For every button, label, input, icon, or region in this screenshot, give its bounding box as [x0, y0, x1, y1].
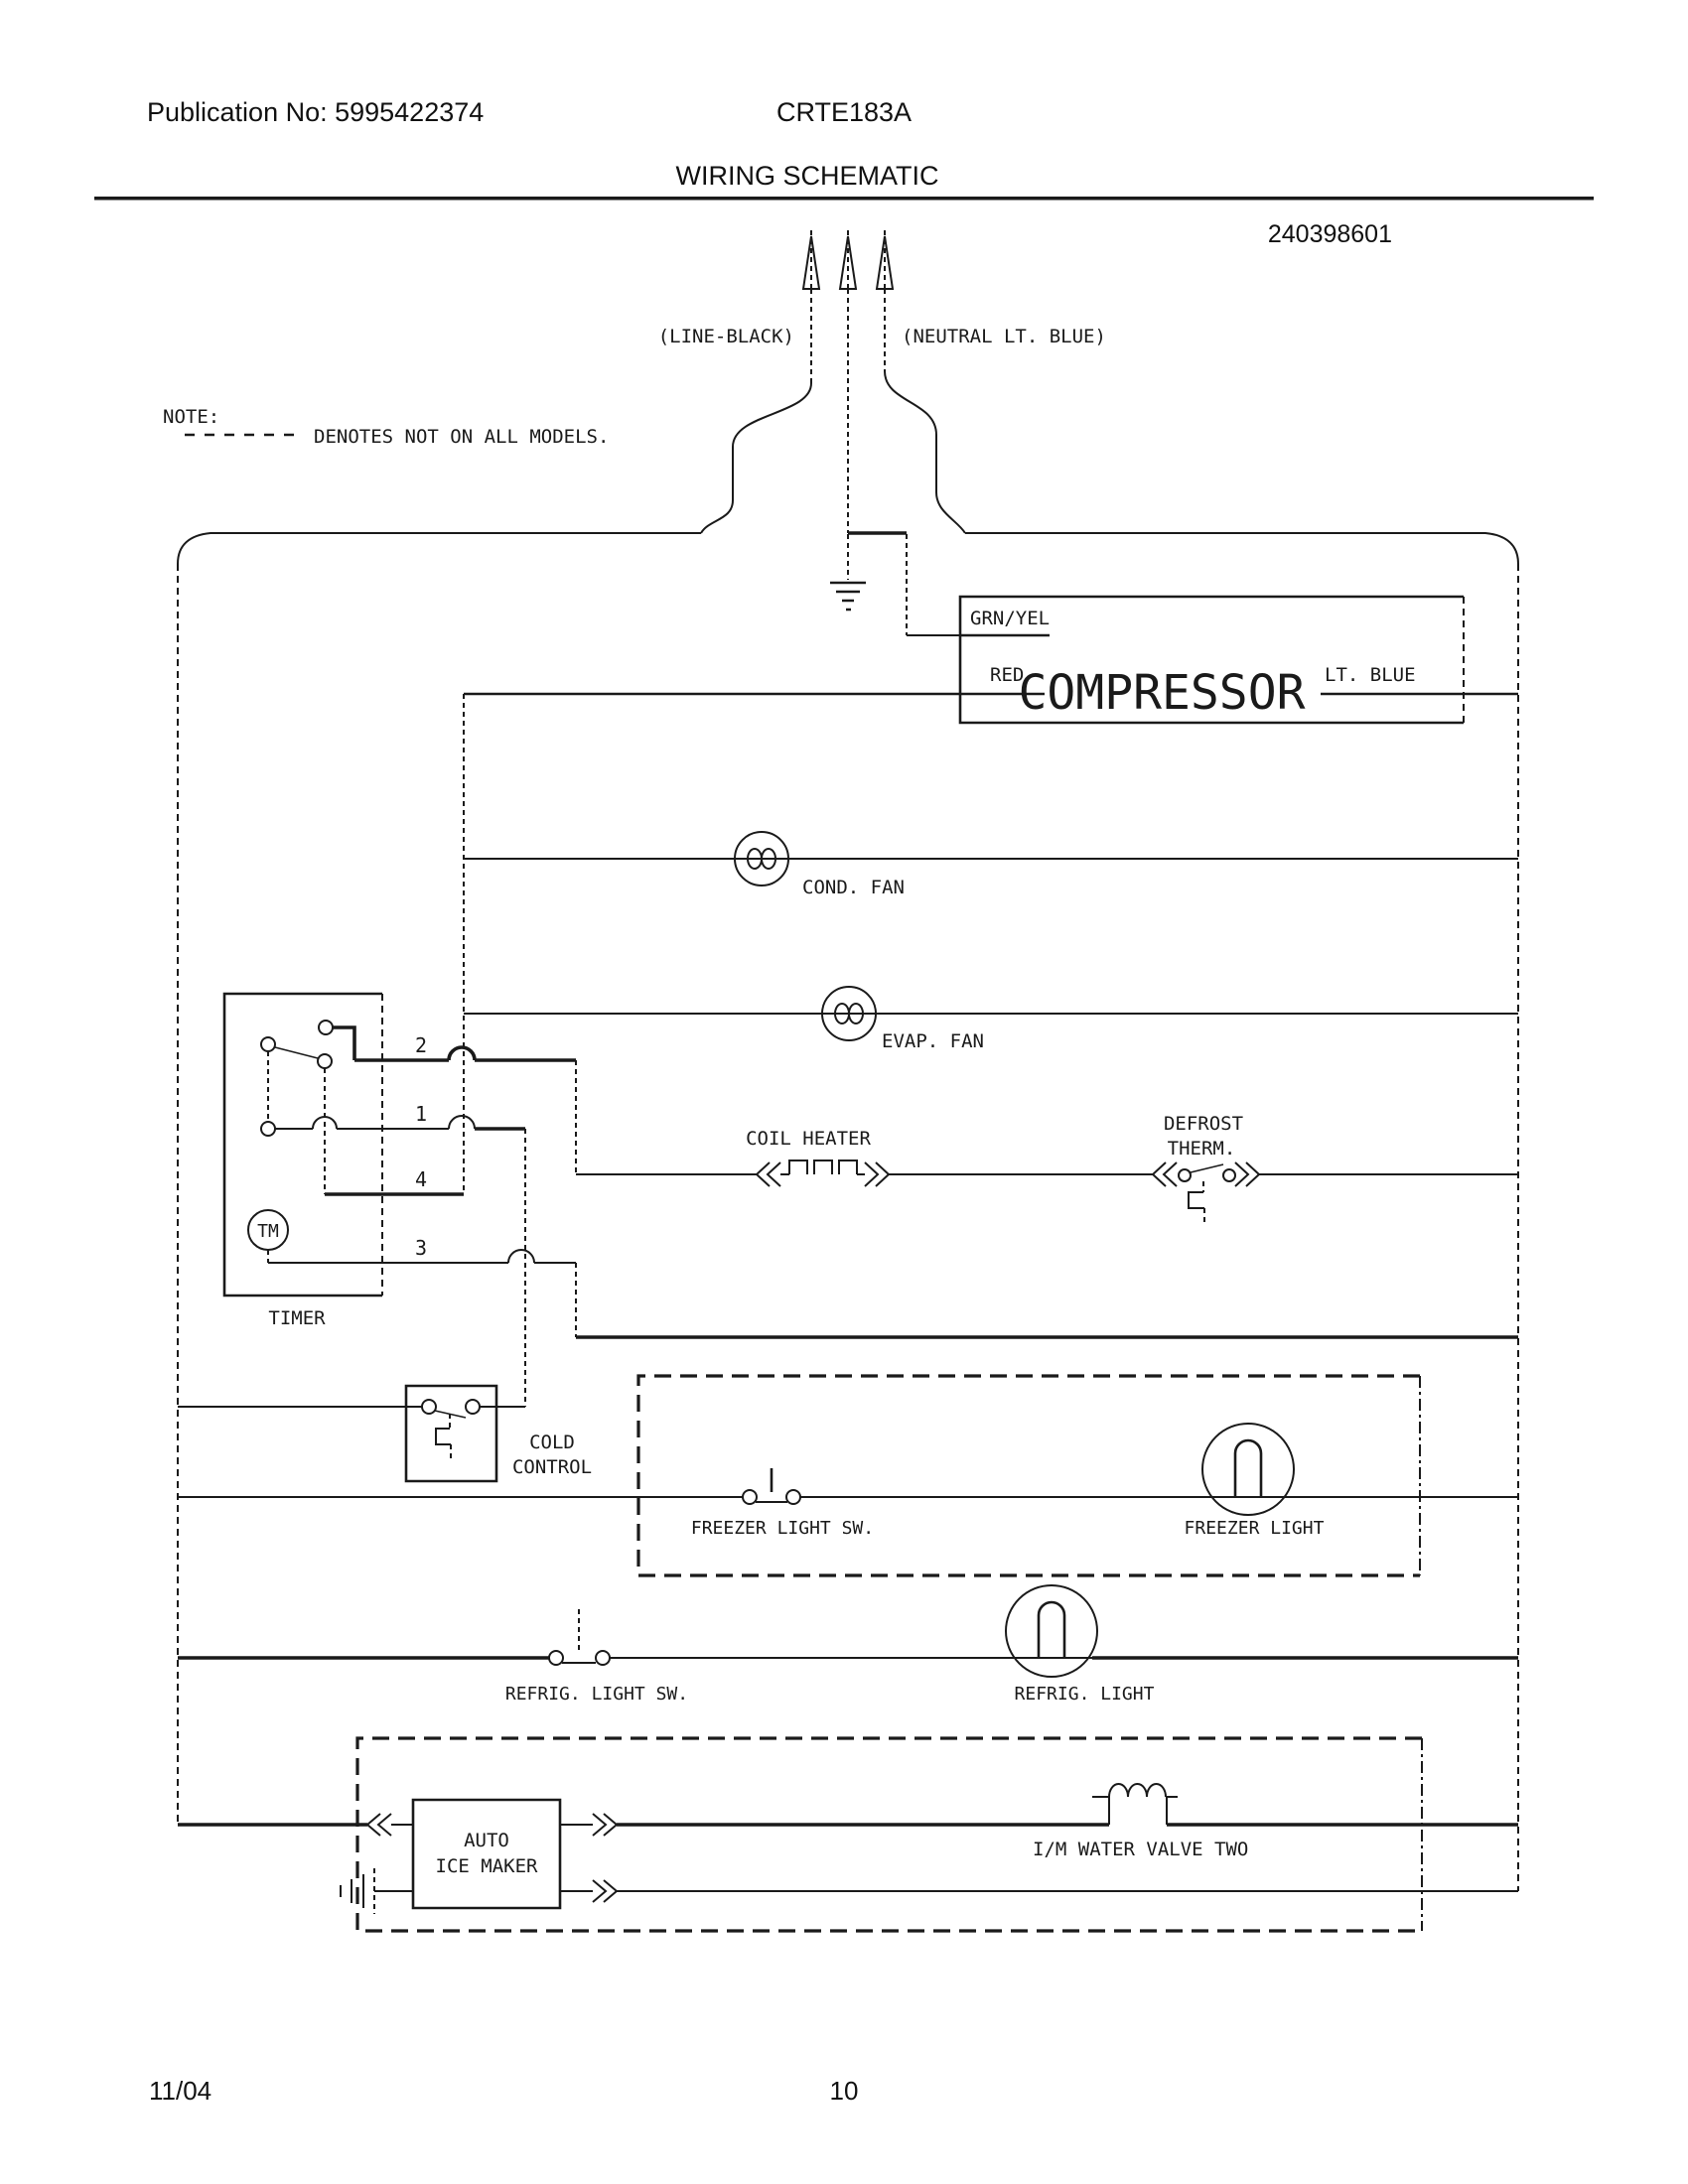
timer [224, 694, 1518, 1407]
line-black-label: (LINE-BLACK) [657, 326, 794, 347]
cold-control-label-1: COLD [529, 1432, 575, 1453]
connector-right-icon [1235, 1162, 1259, 1186]
water-valve [1092, 1784, 1178, 1825]
filament-icon [1235, 1440, 1261, 1497]
connector-left-icon [367, 1814, 391, 1836]
header [94, 97, 1594, 248]
auto-ice-maker [413, 1800, 560, 1908]
thermostat-bracket-icon [1189, 1192, 1204, 1208]
valve-coil-icon [1109, 1784, 1166, 1797]
terminal-2-label: 2 [414, 1033, 428, 1057]
filament-icon [1039, 1602, 1064, 1658]
supply-arrows [658, 230, 1106, 347]
timer-switch-contact [318, 1054, 332, 1068]
neutral-label: (NEUTRAL LT. BLUE) [902, 326, 1106, 347]
ground-icon [830, 583, 866, 610]
line-wire-curve [701, 383, 811, 533]
footer-date: 11/04 [149, 2076, 212, 2106]
ice-maker-box [357, 1738, 1422, 1931]
wire-hop [508, 1250, 534, 1263]
wire-hop [313, 1116, 475, 1129]
timer-terminal-1 [261, 1122, 275, 1136]
cond-fan-label: COND. FAN [802, 877, 905, 898]
cold-control [178, 1386, 592, 1481]
refrig-light-circuit [178, 1585, 1518, 1705]
connector-right-icon [593, 1814, 617, 1836]
timer-switch-arm [275, 1047, 318, 1058]
timer-motor-label: TM [257, 1221, 279, 1242]
coil-heater [576, 1128, 1153, 1186]
ice-maker-label-1: AUTO [464, 1830, 509, 1851]
defrost-thermostat [1153, 1113, 1518, 1224]
wire-hop [449, 1047, 475, 1060]
timer-label: TIMER [268, 1307, 326, 1329]
water-valve-label: I/M WATER VALVE TWO [1033, 1839, 1249, 1860]
defrost-therm-label-2: THERM. [1167, 1138, 1236, 1160]
compressor [464, 597, 1518, 723]
connector-left-icon [757, 1162, 780, 1186]
thermostat-switch-arm [1191, 1164, 1223, 1172]
cond-fan [464, 832, 1518, 898]
connector-right-icon [865, 1162, 889, 1186]
neutral-wire-curve [885, 371, 965, 533]
timer-box [224, 994, 382, 1296]
ice-maker-label-2: ICE MAKER [435, 1855, 538, 1877]
cold-control-label-2: CONTROL [511, 1456, 593, 1478]
freezer-dashed-box [638, 1376, 1420, 1575]
ice-maker-dashed-box [357, 1738, 1422, 1931]
refrig-light-label: REFRIG. LIGHT [1014, 1684, 1155, 1705]
publication-number: Publication No: 5995422374 [147, 97, 485, 127]
freezer-light-label: FREEZER LIGHT [1184, 1518, 1325, 1539]
terminal-3-label: 3 [414, 1236, 428, 1260]
timer-terminal-2 [319, 1021, 333, 1034]
freezer-compartment-box [638, 1376, 1420, 1575]
freezer-light-bulb-icon [1202, 1424, 1294, 1515]
refrig-light-sw-label: REFRIG. LIGHT SW. [504, 1684, 689, 1705]
grnyel-label: GRN/YEL [970, 608, 1051, 629]
top-left-border [178, 533, 701, 564]
model-number: CRTE183A [775, 97, 913, 127]
heater-element-icon [789, 1160, 857, 1174]
connector-left-icon [1153, 1162, 1177, 1186]
ltblue-label: LT. BLUE [1325, 664, 1416, 686]
freezer-light-circuit [178, 1424, 1518, 1539]
connector-right-icon [593, 1880, 617, 1902]
evap-fan-label: EVAP. FAN [882, 1030, 984, 1052]
footer [149, 2076, 858, 2106]
coil-heater-label: COIL HEATER [746, 1128, 871, 1150]
page-title: WIRING SCHEMATIC [675, 161, 939, 191]
refrig-light-bulb-icon [1006, 1585, 1097, 1677]
terminal-1-label: 1 [414, 1102, 428, 1126]
defrost-therm-label-1: DEFROST [1163, 1113, 1244, 1135]
cold-control-box [406, 1386, 496, 1481]
header-rule [94, 197, 1594, 201]
note-text: DENOTES NOT ON ALL MODELS. [314, 426, 610, 448]
terminal-4-label: 4 [414, 1167, 428, 1191]
ice-maker-circuit [178, 1784, 1518, 1914]
diagram-part-number: 240398601 [1267, 220, 1392, 248]
note [163, 406, 609, 448]
auto-ice-maker-box [413, 1800, 560, 1908]
main-border [178, 289, 1518, 1891]
compressor-label: COMPRESSOR [1018, 665, 1306, 721]
footer-page-number: 10 [829, 2076, 859, 2106]
evap-fan [464, 987, 1518, 1052]
thermostat-bracket-icon [436, 1429, 451, 1444]
refrig-light-switch [549, 1609, 610, 1665]
red-label: RED [990, 664, 1025, 686]
top-right-border [965, 533, 1518, 564]
freezer-light [1202, 1424, 1294, 1515]
timer-switch-pivot [261, 1037, 275, 1051]
freezer-light-sw-label: FREEZER LIGHT SW. [690, 1518, 875, 1539]
refrig-light [1006, 1585, 1097, 1677]
freezer-light-switch [743, 1468, 800, 1504]
note-label: NOTE: [163, 406, 220, 428]
